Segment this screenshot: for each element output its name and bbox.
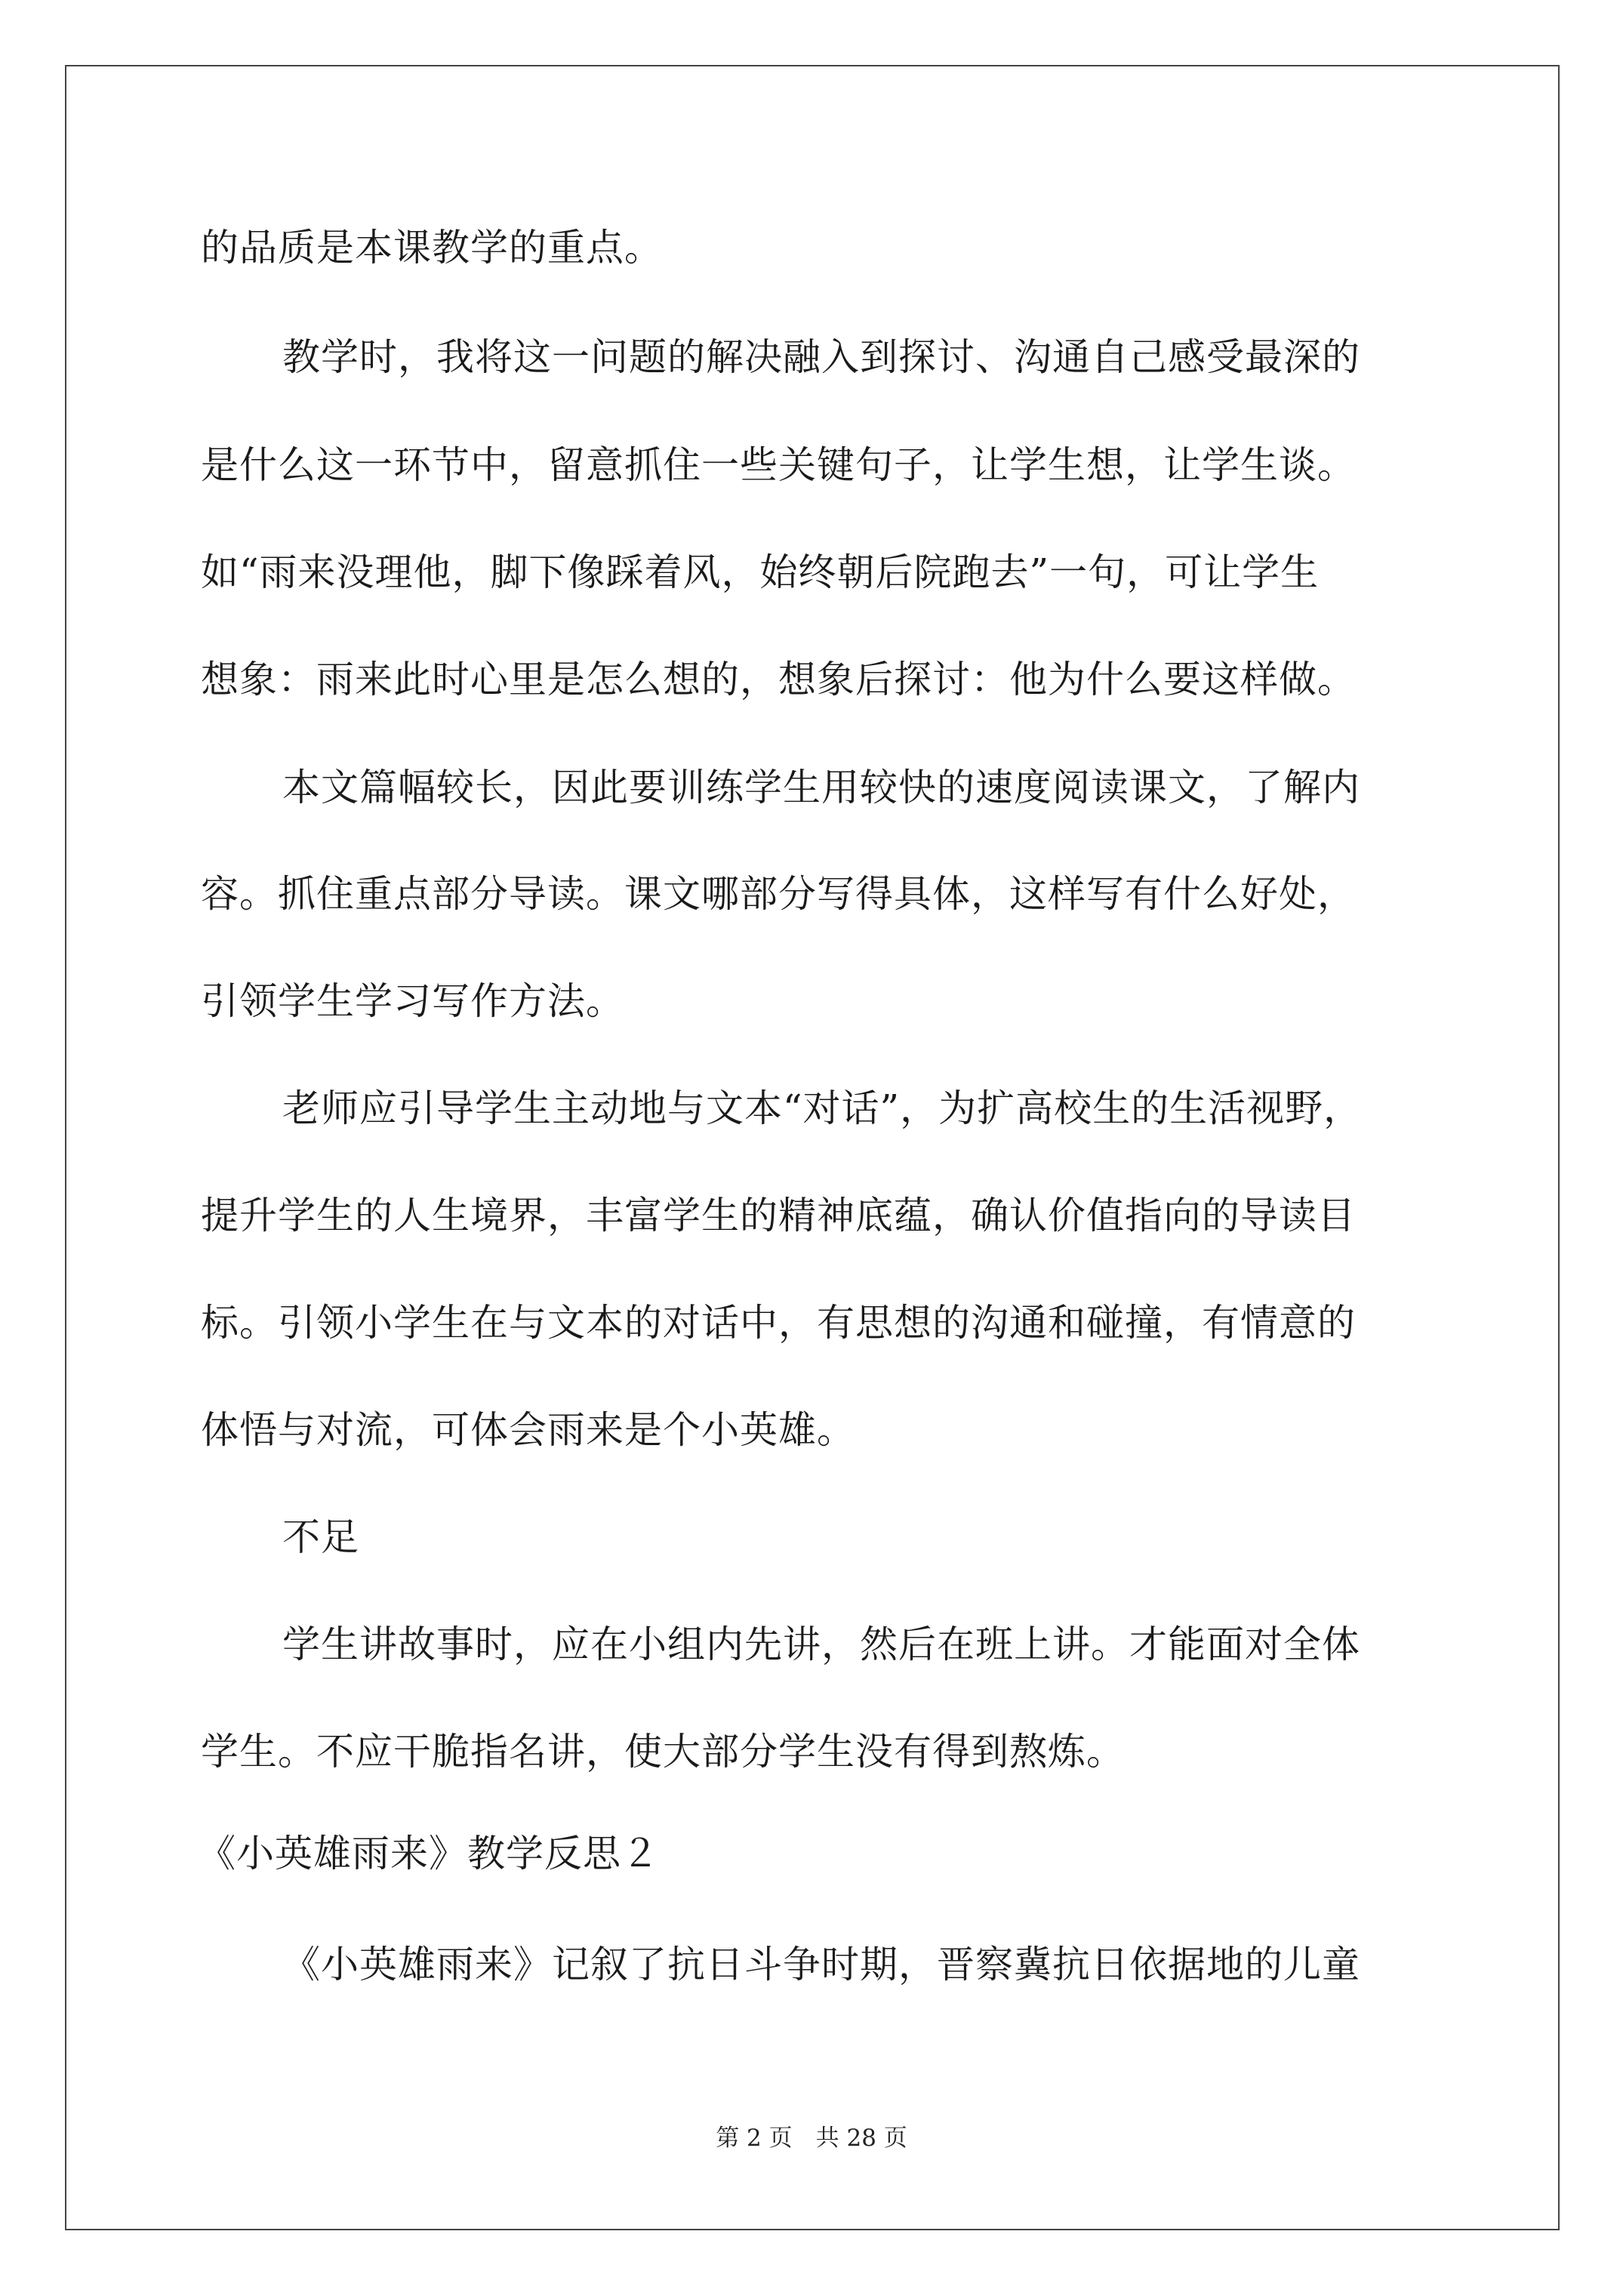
text-line: 容。抓住重点部分导读。课文哪部分写得具体，这样写有什么好处， (201, 872, 1356, 916)
text-line: 标。引领小学生在与文本的对话中，有思想的沟通和碰撞，有情意的 (201, 1301, 1356, 1345)
text-line: 本文篇幅较长，因此要训练学生用较快的速度阅读课文，了解内 (282, 766, 1360, 809)
text-line: 学生。不应干脆指名讲，使大部分学生没有得到熬炼。 (201, 1730, 1125, 1774)
text-line: 如“雨来没理他，脚下像踩着风，始终朝后院跑去”一句，可让学生 (201, 550, 1320, 594)
text-line: 引领学生学习写作方法。 (201, 979, 624, 1023)
text-line: 《小英雄雨来》记叙了抗日斗争时期，晋察冀抗日依据地的儿童 (282, 1943, 1360, 1986)
section-heading: 《小英雄雨来》教学反思２ (198, 1832, 660, 1875)
page-number-footer: 第 2 页 共 28 页 (716, 2125, 907, 2152)
text-line: 想象：雨来此时心里是怎么想的，想象后探讨：他为什么要这样做。 (201, 658, 1356, 701)
section-label: 不足 (282, 1515, 359, 1559)
text-line: 教学时，我将这一问题的解决融入到探讨、沟通自己感受最深的 (282, 335, 1360, 379)
text-line: 学生讲故事时，应在小组内先讲，然后在班上讲。才能面对全体 (282, 1623, 1360, 1666)
text-line: 的品质是本课教学的重点。 (201, 226, 663, 270)
text-line: 老师应引导学生主动地与文本“对话”，为扩高校生的生活视野， (282, 1086, 1363, 1130)
text-line: 提升学生的人生境界，丰富学生的精神底蕴，确认价值指向的导读目 (201, 1194, 1356, 1237)
text-line: 体悟与对流，可体会雨来是个小英雄。 (201, 1408, 855, 1452)
text-line: 是什么这一环节中，留意抓住一些关键句子，让学生想，让学生谈。 (201, 443, 1356, 487)
page-border (65, 65, 1560, 2230)
